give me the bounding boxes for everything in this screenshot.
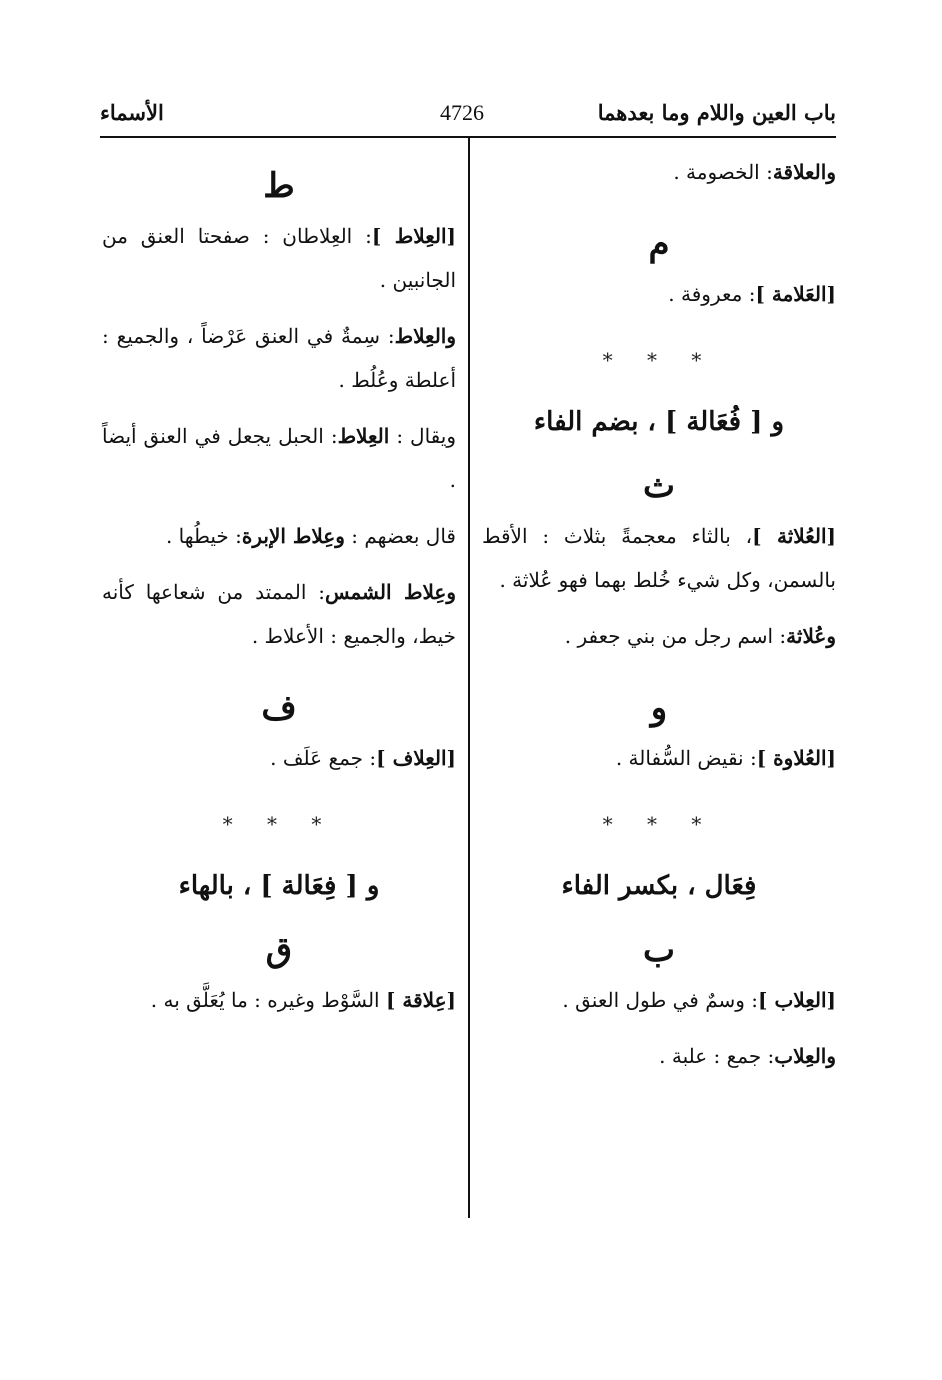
entry: قال بعضهم : وعِلاط الإبرة: خيطُها .: [165, 524, 456, 548]
entry: وعُلاثة: اسم رجل من بني جعفر .: [564, 624, 836, 648]
chapter-title: باب العين واللام وما بعدهما: [597, 100, 836, 125]
entry: والعلاقة: الخصومة .: [673, 160, 836, 184]
letter-heading: ق: [265, 930, 293, 970]
page-header: [100, 96, 836, 136]
entry: [العَلامة ]: معروفة .: [668, 282, 836, 306]
letter-heading: ث: [642, 466, 675, 506]
section-heading: فِعَال ، بكسر الفاء: [561, 871, 757, 901]
letter-heading: ب: [642, 930, 675, 970]
column-divider: [468, 138, 470, 1218]
letter-heading: ط: [263, 166, 295, 206]
page-number: 4726: [440, 100, 484, 125]
separator-stars: * * *: [602, 348, 716, 372]
entry: ويقال : العِلاط: الحبل يجعل في العنق أيضاً .: [102, 424, 457, 492]
entry: [العِلاب ]: وسمٌ في طول العنق .: [562, 988, 836, 1012]
left-column: [102, 150, 456, 1022]
separator-stars: * * *: [602, 812, 716, 836]
letter-heading: ف: [261, 688, 297, 728]
entry: والعِلاط: سِمةٌ في العنق عَرْضاً ، والجميع : أعلطة وعُلُط .: [102, 324, 456, 392]
entry: [العِلاف ]: جمع عَلَف .: [270, 746, 456, 770]
separator-stars: * * *: [222, 812, 336, 836]
entry: والعِلاب: جمع : علبة .: [659, 1044, 836, 1068]
entry: [العِلاط ]: العِلاطان : صفحتا العنق من الجانبين .: [102, 224, 456, 292]
section-heading: و [ فُعَالة ] ، بضم الفاء: [533, 407, 785, 437]
entry: [العُلاوة ]: نقيض السُّفالة .: [615, 746, 836, 770]
entry: [العُلاثة ]، بالثاء معجمةً بثلاث : الأقط بالسمن، وكل شيء خُلط بهما فهو عُلاثة .: [482, 524, 836, 592]
entry: وعِلاط الشمس: الممتد من شعاعها كأنه خيط، والجميع : الأعلاط .: [102, 580, 456, 648]
letter-heading: م: [648, 224, 670, 264]
section-title: الأسماء: [100, 100, 164, 125]
section-heading: و [ فِعَالة ] ، بالهاء: [178, 871, 380, 901]
entry: [عِلاقة ] السَّوْط وغيره : ما يُعَلَّق به .: [150, 988, 456, 1012]
right-column: [482, 150, 836, 1078]
letter-heading: و: [650, 688, 668, 728]
